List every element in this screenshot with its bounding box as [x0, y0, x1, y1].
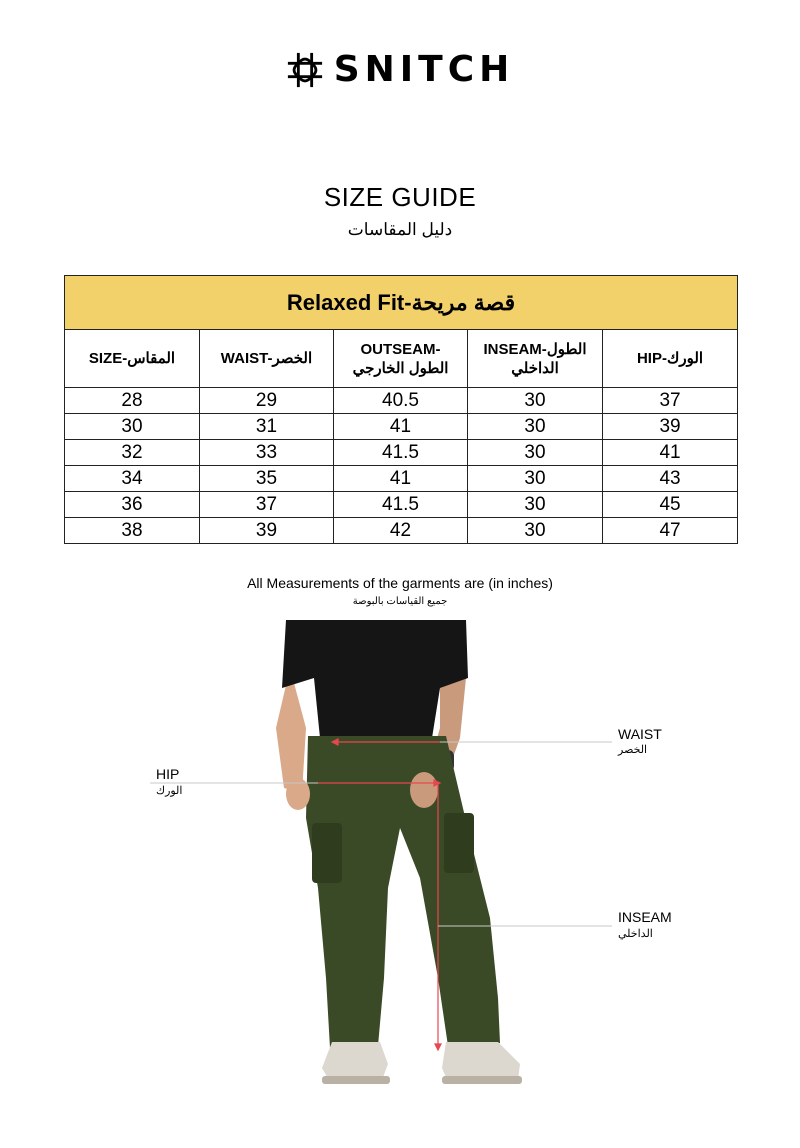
cell-inseam: 30	[468, 466, 603, 492]
cell-inseam: 30	[468, 440, 603, 466]
column-header-size-line1: SIZE-المقاس	[88, 350, 176, 367]
waist-label: WAIST	[618, 726, 662, 742]
column-header-hip	[603, 330, 738, 388]
cell-hip: 43	[603, 466, 738, 492]
cargo-pocket-right	[444, 813, 474, 873]
cell-waist: 31	[200, 414, 334, 440]
cell-hip: 37	[603, 388, 738, 414]
waist-label-arabic: الخصر	[618, 744, 648, 756]
column-header-inseam-line2: الداخلي	[511, 359, 559, 377]
inseam-label: INSEAM	[618, 909, 672, 925]
cell-outseam: 41	[334, 466, 468, 492]
cell-outseam: 40.5	[334, 388, 468, 414]
hip-label-arabic: الورك	[156, 785, 183, 797]
column-header-inseam-line1: INSEAM-الطول	[483, 340, 587, 358]
model-figure	[0, 618, 800, 1098]
hip-label: HIP	[156, 766, 180, 782]
page-title: SIZE GUIDE	[323, 182, 477, 212]
brand-logo	[0, 48, 800, 92]
column-header-hip-line1: HIP-الورك	[636, 350, 704, 367]
cell-size: 34	[65, 466, 200, 492]
cell-size: 36	[65, 492, 200, 518]
column-header-outseam	[334, 330, 468, 388]
cell-size: 38	[65, 518, 200, 544]
column-header-outseam-line1: OUTSEAM-	[360, 340, 441, 358]
fit-label: Relaxed Fit-قصة مريحة	[65, 276, 738, 330]
table-row	[65, 518, 738, 544]
cell-waist: 35	[200, 466, 334, 492]
brand-name: SNITCH	[333, 49, 515, 90]
right-sneaker-sole	[442, 1076, 522, 1084]
cell-outseam: 41.5	[334, 440, 468, 466]
cell-hip: 45	[603, 492, 738, 518]
cell-inseam: 30	[468, 492, 603, 518]
table-row	[65, 414, 738, 440]
measurement-note: All Measurements of the garments are (in inches)	[247, 575, 553, 591]
cell-waist: 37	[200, 492, 334, 518]
table-row	[65, 440, 738, 466]
column-header-waist	[200, 330, 334, 388]
column-header-size	[65, 330, 200, 388]
cell-waist: 29	[200, 388, 334, 414]
table-row	[65, 388, 738, 414]
cell-outseam: 41	[334, 414, 468, 440]
cell-inseam: 30	[468, 518, 603, 544]
cell-hip: 41	[603, 440, 738, 466]
cargo-pocket-left	[312, 823, 342, 883]
right-hand	[410, 772, 438, 808]
cell-inseam: 30	[468, 414, 603, 440]
inseam-arrowhead	[435, 1044, 441, 1050]
cell-outseam: 41.5	[334, 492, 468, 518]
left-sneaker-sole	[322, 1076, 390, 1084]
table-row	[65, 466, 738, 492]
measurement-note-arabic: جميع القياسات بالبوصة	[352, 596, 448, 607]
fit-header-row	[65, 276, 738, 330]
column-header-inseam	[468, 330, 603, 388]
table-row	[65, 492, 738, 518]
inseam-label-arabic: الداخلي	[618, 928, 653, 940]
cell-waist: 33	[200, 440, 334, 466]
column-header-waist-line1: WAIST-الخصر	[220, 350, 313, 367]
cell-size: 32	[65, 440, 200, 466]
cell-hip: 39	[603, 414, 738, 440]
column-header-row	[65, 330, 738, 388]
model-illustration	[0, 618, 800, 1098]
column-header-outseam-line2: الطول الخارجي	[352, 359, 449, 377]
hash-knot-icon	[286, 51, 324, 89]
cell-size: 30	[65, 414, 200, 440]
cell-hip: 47	[603, 518, 738, 544]
cell-size: 28	[65, 388, 200, 414]
cell-outseam: 42	[334, 518, 468, 544]
left-arm	[276, 668, 306, 793]
cell-inseam: 30	[468, 388, 603, 414]
size-table	[64, 275, 738, 544]
page-title-arabic: دليل المقاسات	[347, 220, 453, 239]
cell-waist: 39	[200, 518, 334, 544]
